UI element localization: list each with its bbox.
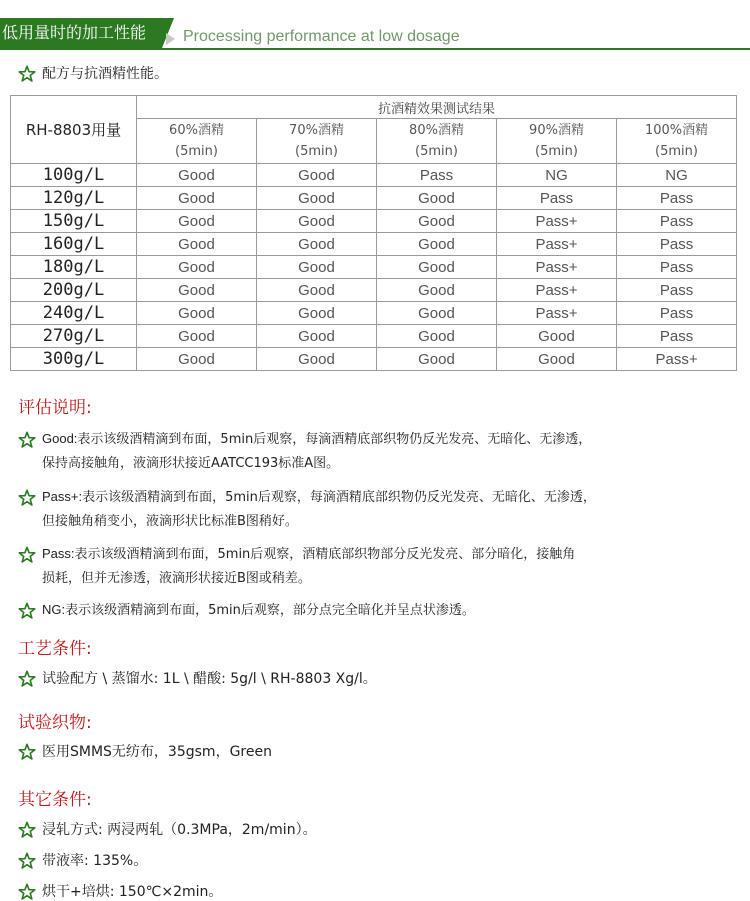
concentration-label: 70%酒精 <box>289 123 344 138</box>
result-cell: Good <box>377 256 497 279</box>
other-condition-text: 浸轧方式: 两浸两轧（0.3MPa，2m/min）。 <box>42 822 317 838</box>
concentration-label: 90%酒精 <box>529 123 584 138</box>
result-cell: Pass+ <box>497 302 617 325</box>
result-cell: Good <box>137 302 257 325</box>
result-cell: Good <box>137 164 257 187</box>
rating-description: 表示该级酒精滴到布面，5min后观察，酒精底部织物部分反光发亮、部分暗化，接触角 <box>74 547 576 562</box>
table-row <box>11 210 737 233</box>
result-cell: Good <box>257 210 377 233</box>
rating-description-cont: 保持高接触角，液滴形状接近AATCC193标准A图。 <box>42 456 340 471</box>
dose-cell: 100g/L <box>11 164 137 187</box>
duration-label: (5min) <box>655 144 698 159</box>
rating-label: Pass+: <box>42 489 83 504</box>
result-cell: Good <box>377 187 497 210</box>
table-row <box>11 348 737 371</box>
dose-cell: 270g/L <box>11 325 137 348</box>
intro-text: 配方与抗酒精性能。 <box>42 66 168 82</box>
result-cell: Pass+ <box>497 233 617 256</box>
result-cell: Good <box>257 164 377 187</box>
result-cell: Pass <box>497 187 617 210</box>
table-row <box>11 187 737 210</box>
rating-description: 表示该级酒精滴到布面，5min后观察，部分点完全暗化并呈点状渗透。 <box>65 603 475 618</box>
star-bullet-icon <box>18 431 36 449</box>
result-cell: Good <box>377 325 497 348</box>
result-cell: Good <box>377 279 497 302</box>
evaluation-note <box>18 598 748 623</box>
process-line <box>18 668 377 688</box>
star-bullet-icon <box>18 65 36 83</box>
concentration-header <box>137 119 257 164</box>
dose-cell: 300g/L <box>11 348 137 371</box>
star-bullet-icon <box>18 546 36 564</box>
result-cell: Good <box>257 279 377 302</box>
banner-arrow-icon <box>166 33 175 45</box>
concentration-label: 60%酒精 <box>169 123 224 138</box>
result-cell: Good <box>257 325 377 348</box>
duration-label: (5min) <box>415 144 458 159</box>
dose-cell: 150g/L <box>11 210 137 233</box>
result-cell: Good <box>257 256 377 279</box>
concentration-header <box>257 119 377 164</box>
table-row <box>11 256 737 279</box>
dose-cell: 160g/L <box>11 233 137 256</box>
result-cell: Pass <box>617 256 737 279</box>
result-cell: Pass+ <box>497 256 617 279</box>
other-condition-item <box>18 819 317 839</box>
result-cell: Pass <box>617 233 737 256</box>
fabric-title: 试验织物: <box>18 713 92 733</box>
result-cell: Good <box>257 187 377 210</box>
result-cell: Good <box>137 210 257 233</box>
dose-cell: 180g/L <box>11 256 137 279</box>
star-bullet-icon <box>18 743 36 761</box>
fabric-line <box>18 741 272 761</box>
result-cell: Good <box>137 325 257 348</box>
result-cell: Good <box>377 348 497 371</box>
other-condition-item <box>18 881 222 901</box>
result-cell: Pass+ <box>617 348 737 371</box>
concentration-label: 100%酒精 <box>644 123 709 138</box>
rating-description: 表示该级酒精滴到布面，5min后观察，每滴酒精底部织物仍反光发亮、无暗化、无渗透， <box>77 432 592 447</box>
result-cell: Good <box>377 302 497 325</box>
banner-divider <box>0 48 750 50</box>
dose-cell: 240g/L <box>11 302 137 325</box>
other-condition-item <box>18 850 147 870</box>
star-bullet-icon <box>18 489 36 507</box>
result-cell: Good <box>257 302 377 325</box>
result-cell: Pass+ <box>497 279 617 302</box>
alcohol-resistance-table <box>10 95 737 371</box>
result-cell: Pass <box>617 187 737 210</box>
rating-label: Pass: <box>42 546 75 561</box>
result-cell: Good <box>497 325 617 348</box>
rating-description-cont: 但接触角稍变小，液滴形状比标准B图稍好。 <box>42 514 298 529</box>
table-row <box>11 279 737 302</box>
other-condition-text: 烘干+培烘: 150℃×2min。 <box>42 884 223 900</box>
duration-label: (5min) <box>175 144 218 159</box>
result-cell: Good <box>497 348 617 371</box>
result-cell: Good <box>137 187 257 210</box>
dose-cell: 200g/L <box>11 279 137 302</box>
star-bullet-icon <box>18 883 36 901</box>
duration-label: (5min) <box>535 144 578 159</box>
results-table-body <box>11 164 737 371</box>
dose-column-header: RH-8803用量 <box>11 96 137 164</box>
results-group-header: 抗酒精效果测试结果 <box>137 96 737 119</box>
dose-cell: 120g/L <box>11 187 137 210</box>
result-cell: Pass+ <box>497 210 617 233</box>
duration-label: (5min) <box>295 144 338 159</box>
concentration-header <box>617 119 737 164</box>
result-cell: NG <box>617 164 737 187</box>
banner-title: 低用量时的加工性能 <box>0 18 162 48</box>
result-cell: Good <box>137 279 257 302</box>
evaluation-note <box>18 542 748 591</box>
result-cell: Pass <box>617 302 737 325</box>
result-cell: Pass <box>617 279 737 302</box>
result-cell: Good <box>377 233 497 256</box>
evaluation-note <box>18 485 748 534</box>
result-cell: Pass <box>377 164 497 187</box>
other-condition-text: 带液率: 135%。 <box>42 853 148 869</box>
concentration-header <box>377 119 497 164</box>
section-banner <box>0 18 750 52</box>
table-row <box>11 325 737 348</box>
evaluation-note <box>18 427 748 476</box>
table-row <box>11 233 737 256</box>
rating-label: Good: <box>42 431 78 446</box>
banner-subtitle: Processing performance at low dosage <box>183 28 460 45</box>
rating-description: 表示该级酒精滴到布面，5min后观察，每滴酒精底部织物仍反光发亮、无暗化、无渗透， <box>82 490 596 505</box>
result-cell: Good <box>257 348 377 371</box>
rating-label: NG: <box>42 602 66 617</box>
star-bullet-icon <box>18 821 36 839</box>
evaluation-title: 评估说明: <box>18 398 92 418</box>
result-cell: Good <box>137 256 257 279</box>
table-row <box>11 302 737 325</box>
result-cell: Good <box>137 348 257 371</box>
result-cell: Pass <box>617 325 737 348</box>
result-cell: Pass <box>617 210 737 233</box>
process-title: 工艺条件: <box>18 639 92 659</box>
table-row <box>11 164 737 187</box>
fabric-text: 医用SMMS无纺布，35gsm，Green <box>42 744 272 760</box>
result-cell: NG <box>497 164 617 187</box>
result-cell: Good <box>257 233 377 256</box>
result-cell: Good <box>377 210 497 233</box>
star-bullet-icon <box>18 670 36 688</box>
star-bullet-icon <box>18 602 36 620</box>
rating-description-cont: 损耗，但并无渗透，液滴形状接近B图或稍差。 <box>42 571 311 586</box>
star-bullet-icon <box>18 852 36 870</box>
process-text: 试验配方 \ 蒸馏水: 1L \ 醋酸: 5g/l \ RH-8803 Xg/l。 <box>42 671 377 687</box>
concentration-label: 80%酒精 <box>409 123 464 138</box>
other-title: 其它条件: <box>18 790 92 810</box>
concentration-header <box>497 119 617 164</box>
result-cell: Good <box>137 233 257 256</box>
intro-line <box>18 63 168 83</box>
